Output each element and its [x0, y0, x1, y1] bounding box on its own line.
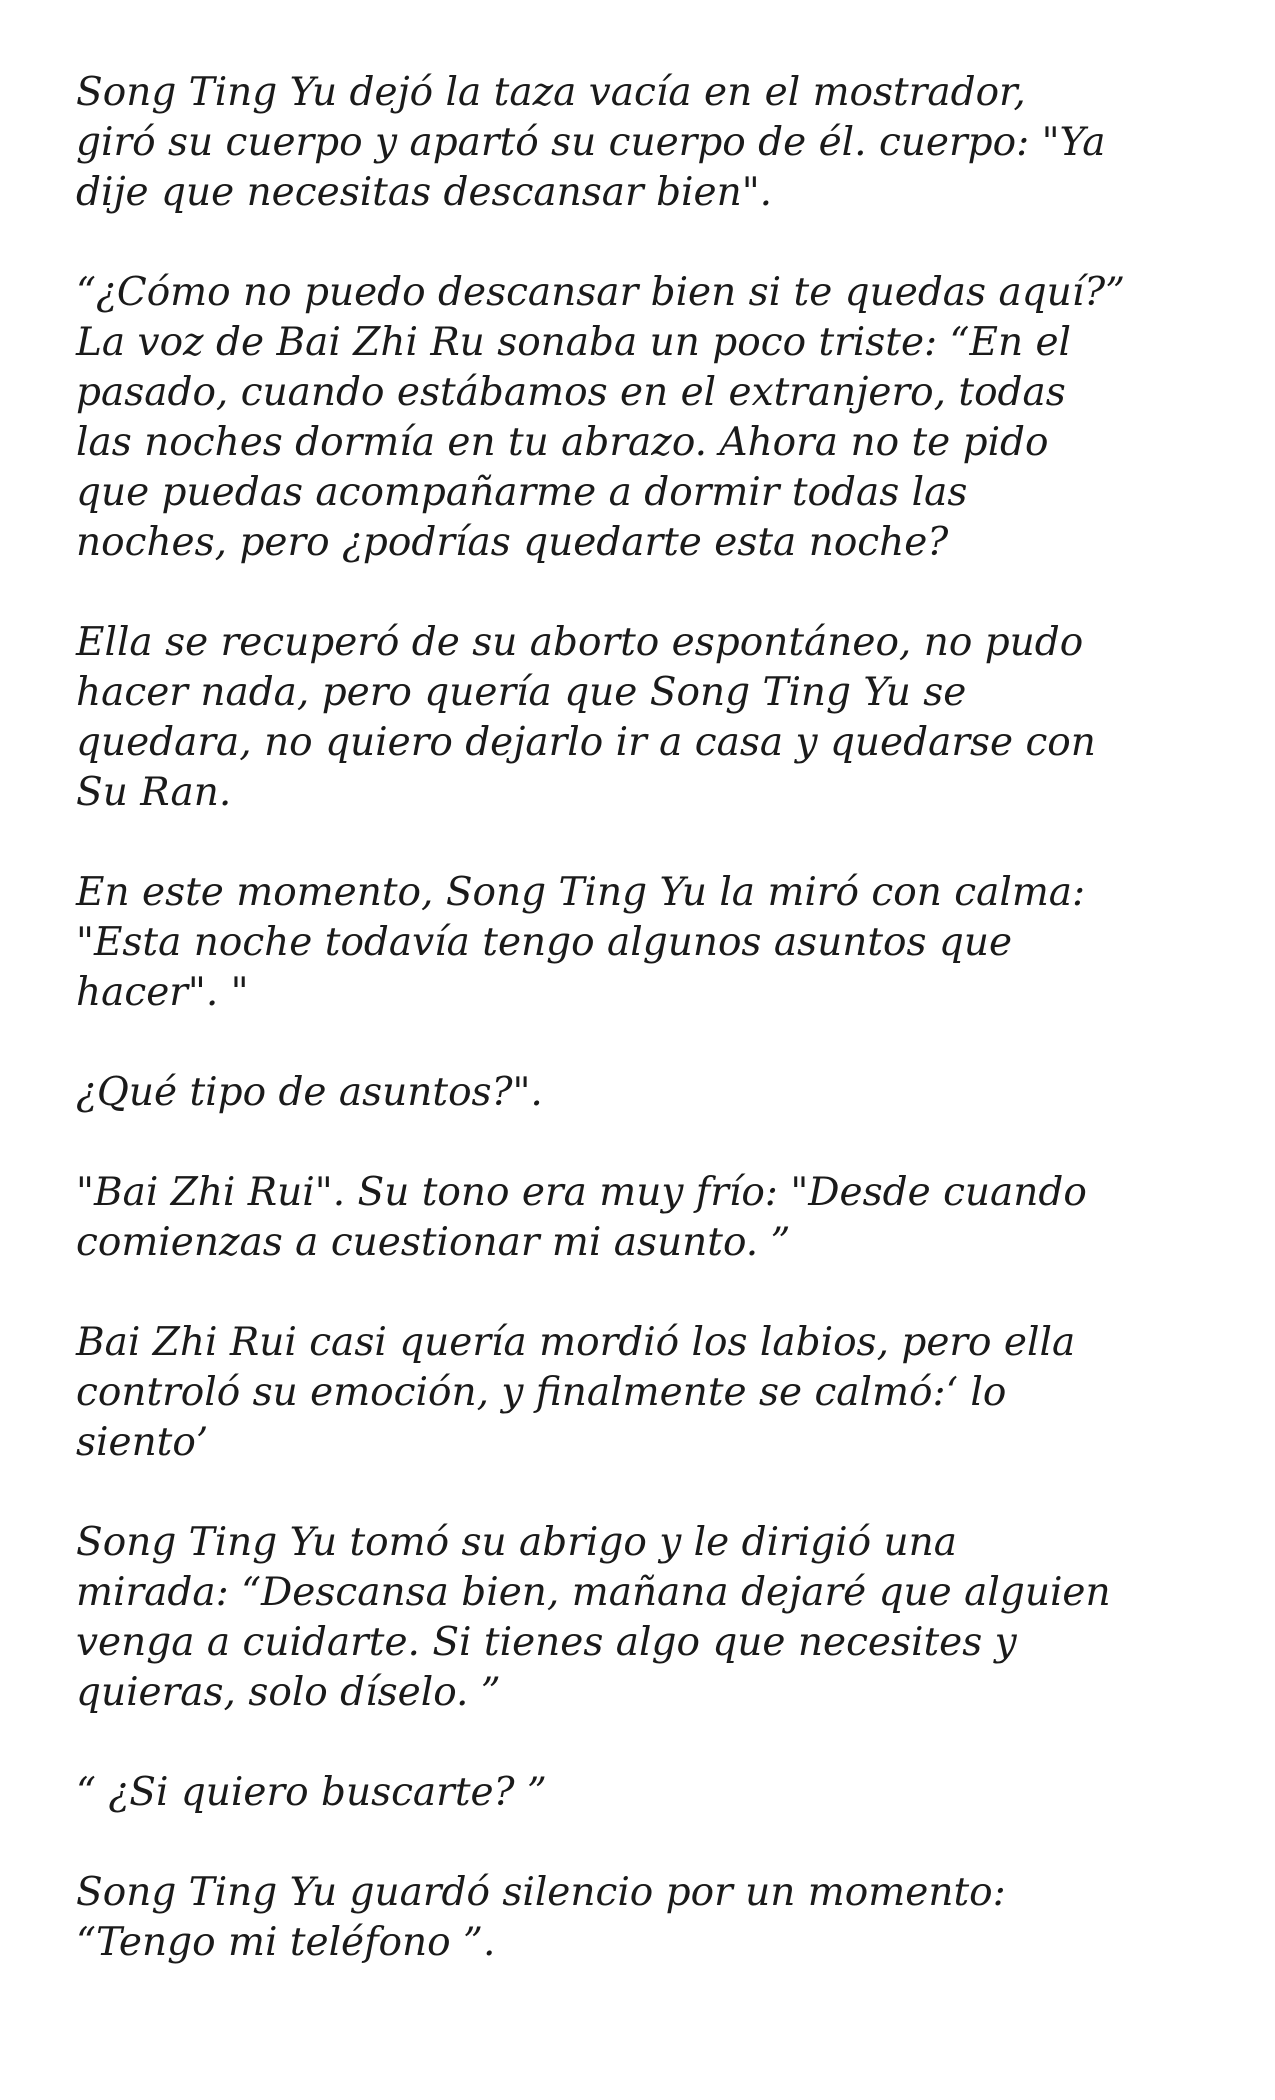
text-line: venga a cuidarte. Si tienes algo que necesites y	[76, 1620, 1017, 1665]
paragraph-6	[76, 1168, 1216, 1268]
text-line: las noches dormía en tu abrazo. Ahora no te pido	[76, 420, 1049, 465]
paragraph-9	[76, 1768, 1216, 1818]
paragraph-8	[76, 1518, 1216, 1718]
text-line: mirada: “Descansa bien, mañana dejaré que alguien	[76, 1570, 1111, 1615]
text-line: Song Ting Yu tomó su abrigo y le dirigió una	[76, 1520, 957, 1565]
text-line: ¿Qué tipo de asuntos?".	[76, 1070, 543, 1115]
text-line: quieras, solo díselo. ”	[76, 1670, 501, 1715]
text-line: hacer nada, pero quería que Song Ting Yu se	[76, 670, 967, 715]
text-line: hacer". "	[76, 970, 249, 1015]
text-line: quedara, no quiero dejarlo ir a casa y quedarse con	[76, 720, 1096, 765]
text-line: En este momento, Song Ting Yu la miró con calma:	[76, 870, 1086, 915]
text-line: Bai Zhi Rui casi quería mordió los labios, pero ella	[76, 1320, 1076, 1365]
paragraph-3	[76, 618, 1216, 818]
text-line: pasado, cuando estábamos en el extranjero, todas	[76, 370, 1066, 415]
text-line: Ella se recuperó de su aborto espontáneo, no pudo	[76, 620, 1084, 665]
paragraph-5	[76, 1068, 1216, 1118]
text-line: Su Ran.	[76, 770, 232, 815]
text-line: Song Ting Yu dejó la taza vacía en el mostrador,	[76, 70, 1026, 115]
text-line: comienzas a cuestionar mi asunto. ”	[76, 1220, 791, 1265]
paragraph-1	[76, 68, 1216, 218]
text-line: Song Ting Yu guardó silencio por un momento:	[76, 1870, 1006, 1915]
paragraph-7	[76, 1318, 1216, 1468]
text-line: “¿Cómo no puedo descansar bien si te quedas aquí?”	[76, 270, 1126, 315]
text-line: giró su cuerpo y apartó su cuerpo de él. cuerpo: "Ya	[76, 120, 1106, 165]
paragraph-4	[76, 868, 1216, 1018]
text-line: "Bai Zhi Rui". Su tono era muy frío: "Desde cuando	[76, 1170, 1087, 1215]
document-page	[76, 68, 1216, 2018]
text-line: dije que necesitas descansar bien".	[76, 170, 773, 215]
text-line: La voz de Bai Zhi Ru sonaba un poco triste: “En el	[76, 320, 1072, 365]
text-line: noches, pero ¿podrías quedarte esta noche?	[76, 520, 949, 565]
text-line: que puedas acompañarme a dormir todas las	[76, 470, 968, 515]
text-line: controló su emoción, y finalmente se calmó:‘ lo	[76, 1370, 1007, 1415]
text-line: "Esta noche todavía tengo algunos asuntos que	[76, 920, 1013, 965]
text-line: “ ¿Si quiero buscarte? ”	[76, 1770, 547, 1815]
text-line: siento’	[76, 1420, 209, 1465]
paragraph-10	[76, 1868, 1216, 1968]
text-line: “Tengo mi teléfono ”.	[76, 1920, 496, 1965]
paragraph-2	[76, 268, 1216, 568]
